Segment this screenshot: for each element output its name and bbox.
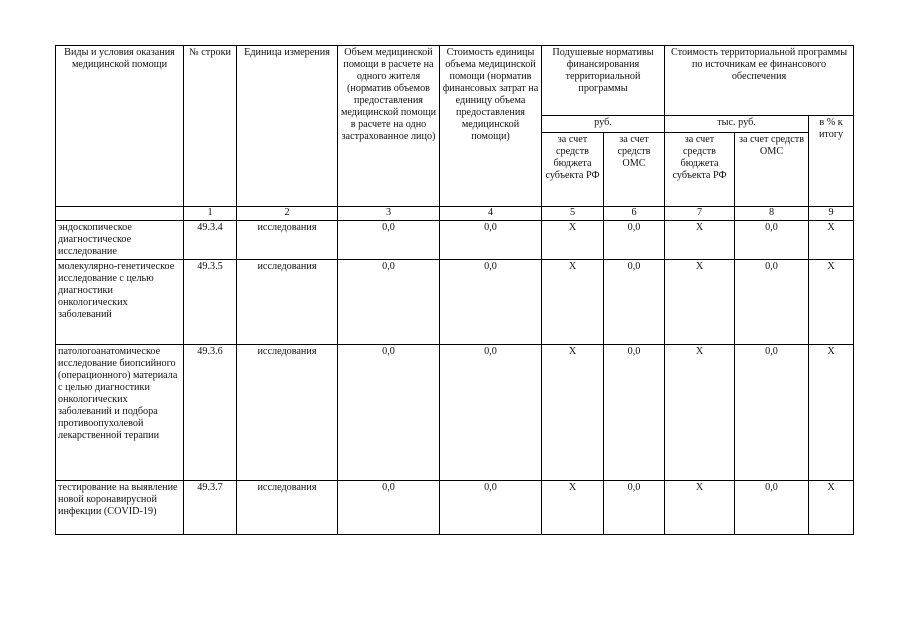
header-oms: за счет средств ОМС	[604, 133, 665, 207]
column-number-empty	[56, 207, 184, 221]
column-number: 5	[542, 207, 604, 221]
cell-volume: 0,0	[338, 481, 440, 535]
cell-percent: X	[809, 345, 854, 481]
row-name: молекулярно-генетическое исследование с целью диагностики онкологических заболеваний	[56, 260, 184, 345]
header-unit: Единица измерения	[237, 46, 338, 207]
row-unit: исследования	[237, 260, 338, 345]
cell-unit-cost: 0,0	[440, 345, 542, 481]
row-code: 49.3.6	[184, 345, 237, 481]
cell-per-capita-oms: 0,0	[604, 221, 665, 260]
column-number: 1	[184, 207, 237, 221]
row-name: тестирование на выявление новой коронавирусной инфекции (COVID-19)	[56, 481, 184, 535]
header-budget-rf: за счет средств бюджета субъекта РФ	[542, 133, 604, 207]
row-name: эндоскопическое диагностическое исследование	[56, 221, 184, 260]
cell-unit-cost: 0,0	[440, 221, 542, 260]
cell-percent: X	[809, 221, 854, 260]
header-budget-rf-thous: за счет средств бюджета субъекта РФ	[665, 133, 735, 207]
cell-unit-cost: 0,0	[440, 481, 542, 535]
row-code: 49.3.5	[184, 260, 237, 345]
row-unit: исследования	[237, 221, 338, 260]
column-number: 6	[604, 207, 665, 221]
cell-cost-budget: X	[665, 260, 735, 345]
cell-cost-budget: X	[665, 221, 735, 260]
cell-cost-oms: 0,0	[735, 221, 809, 260]
row-name: патологоанатомическое исследование биопсийного (операционного) материала с целью диагностики онкологических заболеваний и подбора противоопухолевой лекарственной терапии	[56, 345, 184, 481]
row-code: 49.3.7	[184, 481, 237, 535]
cell-volume: 0,0	[338, 345, 440, 481]
header-kinds: Виды и условия оказания медицинской помощи	[56, 46, 184, 207]
cell-per-capita-budget: X	[542, 481, 604, 535]
header-thous-rub: тыс. руб.	[665, 116, 809, 133]
table-row	[56, 221, 854, 260]
column-number: 8	[735, 207, 809, 221]
table-row	[56, 345, 854, 481]
header-percent: в % к итогу	[809, 116, 854, 207]
medical-care-table	[55, 45, 854, 535]
header-rub: руб.	[542, 116, 665, 133]
header-program-cost: Стоимость территориальной программы по источникам ее финансового обеспечения	[665, 46, 854, 116]
table-row	[56, 481, 854, 535]
row-unit: исследования	[237, 481, 338, 535]
cell-percent: X	[809, 260, 854, 345]
table-row	[56, 260, 854, 345]
column-number: 7	[665, 207, 735, 221]
row-unit: исследования	[237, 345, 338, 481]
column-number: 3	[338, 207, 440, 221]
header-unit-cost: Стоимость единицы объема медицинской помощи (норматив финансовых затрат на единицу объема предоставления медицинской помощи)	[440, 46, 542, 207]
cell-cost-budget: X	[665, 481, 735, 535]
column-number: 4	[440, 207, 542, 221]
header-volume: Объем медицинской помощи в расчете на одного жителя (норматив объемов предоставления медицинской помощи в расчете на одно застрахованное лицо)	[338, 46, 440, 207]
cell-percent: X	[809, 481, 854, 535]
cell-unit-cost: 0,0	[440, 260, 542, 345]
cell-cost-oms: 0,0	[735, 345, 809, 481]
cell-cost-oms: 0,0	[735, 481, 809, 535]
cell-per-capita-budget: X	[542, 221, 604, 260]
cell-per-capita-oms: 0,0	[604, 481, 665, 535]
cell-per-capita-oms: 0,0	[604, 345, 665, 481]
header-row-number: № строки	[184, 46, 237, 207]
column-number: 9	[809, 207, 854, 221]
header-oms-thous: за счет средств ОМС	[735, 133, 809, 207]
column-number-row	[56, 207, 854, 221]
cell-per-capita-oms: 0,0	[604, 260, 665, 345]
cell-per-capita-budget: X	[542, 260, 604, 345]
cell-cost-budget: X	[665, 345, 735, 481]
column-number: 2	[237, 207, 338, 221]
cell-cost-oms: 0,0	[735, 260, 809, 345]
cell-volume: 0,0	[338, 221, 440, 260]
row-code: 49.3.4	[184, 221, 237, 260]
cell-volume: 0,0	[338, 260, 440, 345]
header-per-capita: Подушевые нормативы финансирования территориальной программы	[542, 46, 665, 116]
cell-per-capita-budget: X	[542, 345, 604, 481]
